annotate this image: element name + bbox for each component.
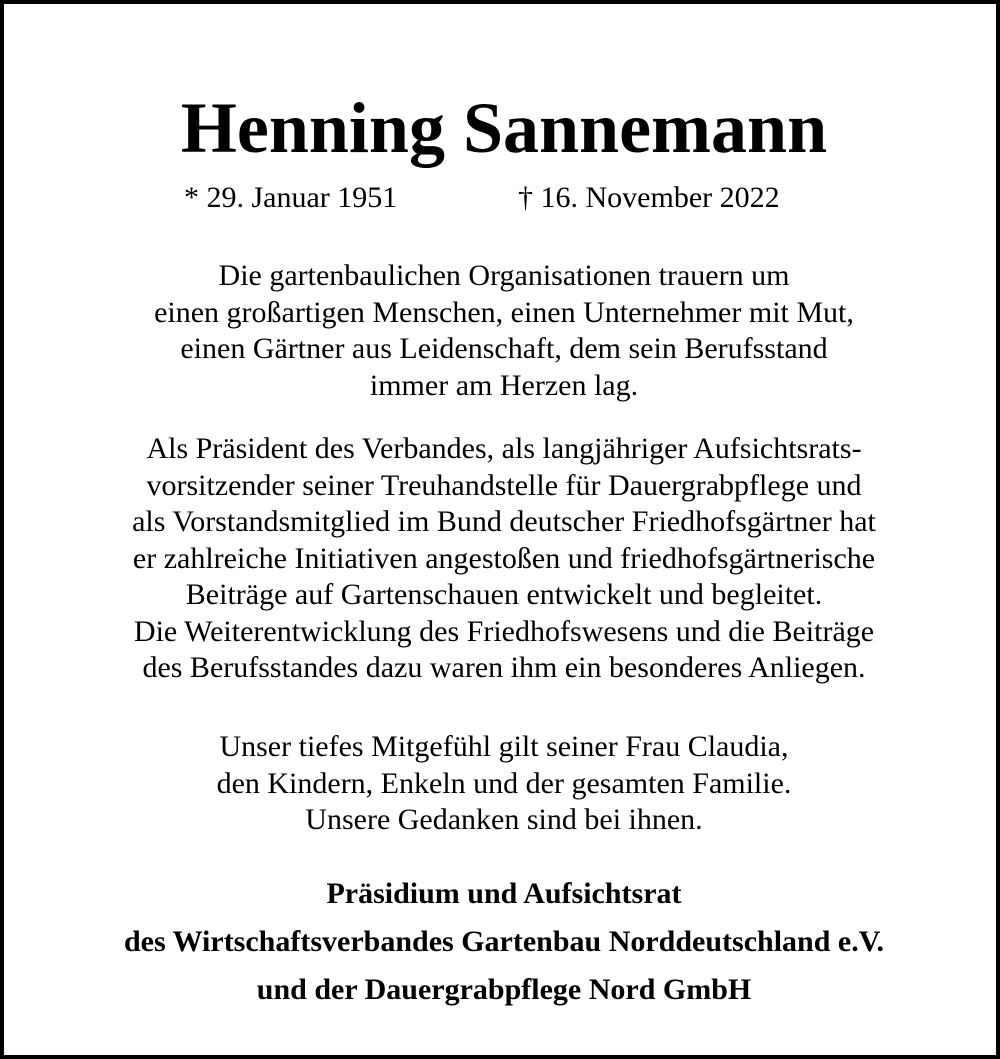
signature-line: und der Dauergrabpflege Nord GmbH xyxy=(256,973,752,1006)
tribute-line: einen Gärtner aus Leidenschaft, dem sein Berufsstand xyxy=(180,332,828,365)
signature-line: des Wirtschaftsverbandes Gartenbau Norddeutschland e.V. xyxy=(123,925,885,958)
achievements-line: des Berufsstandes dazu waren ihm ein besonderes Anliegen. xyxy=(142,651,866,684)
tribute-line: immer am Herzen lag. xyxy=(369,368,639,402)
tribute-line: einen großartigen Menschen, einen Unternehmer mit Mut, xyxy=(154,295,854,329)
achievements-line: Als Präsident des Verbandes, als langjähriger Aufsichtsrats- xyxy=(146,432,862,465)
death-date: † 16. November 2022 xyxy=(518,181,780,214)
signature-block xyxy=(4,870,1000,1014)
deceased-name: Henning Sannemann xyxy=(180,88,828,168)
condolence-line: den Kindern, Enkeln und der gesamten Familie. xyxy=(216,766,792,800)
achievements-line: Beiträge auf Gartenschauen entwickelt und begleitet. xyxy=(185,578,823,611)
achievements-line: vorsitzender seiner Treuhandstelle für Dauergrabpflege und xyxy=(146,468,862,502)
tribute-line: Die gartenbaulichen Organisationen trauern um xyxy=(218,259,790,292)
achievements-paragraph xyxy=(4,431,1000,687)
birth-date: * 29. Januar 1951 xyxy=(184,181,398,214)
condolence-paragraph xyxy=(4,729,1000,839)
condolence-line: Unser tiefes Mitgefühl gilt seiner Frau Claudia, xyxy=(219,730,789,763)
achievements-line: er zahlreiche Initiativen angestoßen und friedhofsgärtnerische xyxy=(132,541,876,575)
achievements-line: Die Weiterentwicklung des Friedhofswesens und die Beiträge xyxy=(133,614,875,648)
achievements-line: als Vorstandsmitglied im Bund deutscher Friedhofsgärtner hat xyxy=(132,505,876,538)
life-dates xyxy=(4,180,1000,216)
condolence-line: Unsere Gedanken sind bei ihnen. xyxy=(305,803,703,836)
tribute-paragraph xyxy=(4,258,1000,404)
signature-line: Präsidium und Aufsichtsrat xyxy=(326,877,682,910)
